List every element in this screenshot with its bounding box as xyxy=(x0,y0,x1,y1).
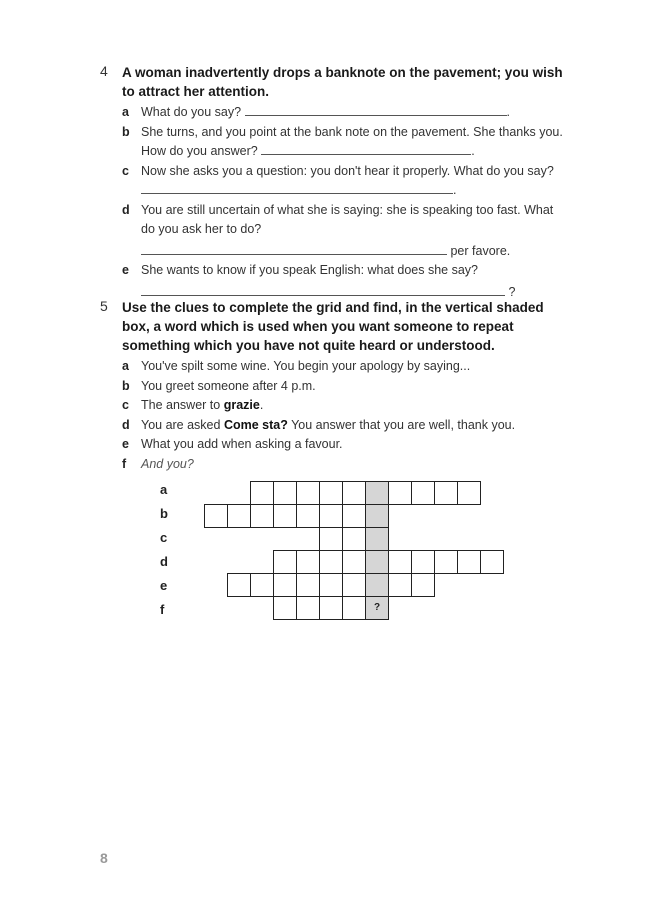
clue-label-c: c xyxy=(160,530,168,545)
item-text-post: You answer that you are well, thank you. xyxy=(287,417,516,432)
grid-cell-d-10[interactable] xyxy=(480,550,504,574)
grid-cell-d-9[interactable] xyxy=(457,550,481,574)
item-letter: e xyxy=(122,263,129,277)
grid-cell-a-9[interactable] xyxy=(434,481,458,505)
exercise-5-title: Use the clues to complete the grid and find, in the vertical shaded box, a word which is used when you want someone to repeat something which you have not quite heard or understood. xyxy=(122,300,544,353)
ex4-item-c xyxy=(122,162,570,201)
grid-cell-e-9[interactable] xyxy=(411,573,435,597)
item-letter: e xyxy=(122,437,129,451)
item-text: Now she asks you a question: you don't hear it properly. What do you say? xyxy=(141,163,554,178)
ex4-item-e xyxy=(122,261,570,302)
ex5-item-b xyxy=(122,377,570,397)
grid-cell-a-10[interactable] xyxy=(457,481,481,505)
grid-cell-b-7[interactable] xyxy=(342,504,366,528)
item-letter: c xyxy=(122,398,129,412)
item-text: She wants to know if you speak English: what does she say? xyxy=(141,263,478,277)
grid-cell-b-5[interactable] xyxy=(296,504,320,528)
grid-cell-e-6[interactable] xyxy=(342,573,366,597)
clue-label-b: b xyxy=(160,506,168,521)
grid-cell-c-2[interactable] xyxy=(342,527,366,551)
ex4-item-b xyxy=(122,123,570,162)
page-number: 8 xyxy=(100,850,108,866)
item-text: What you add when asking a favour. xyxy=(141,437,343,451)
grid-cell-d-7[interactable] xyxy=(411,550,435,574)
grid-cell-f-4[interactable] xyxy=(342,596,366,620)
clue-label-d: d xyxy=(160,554,168,569)
item-text: She turns, and you point at the bank note on the pavement. She thanks you. How do you answer? xyxy=(141,124,563,158)
grid-cell-d-5[interactable] xyxy=(365,550,389,574)
grid-cell-a-7[interactable] xyxy=(388,481,412,505)
item-letter: b xyxy=(122,378,130,393)
item-text-pre: You are asked xyxy=(141,417,224,432)
exercise-4-title: A woman inadvertently drops a banknote on the pavement; you wish to attract her attention. xyxy=(122,65,563,99)
answer-blank-b[interactable] xyxy=(261,142,471,155)
grid-cell-e-2[interactable] xyxy=(250,573,274,597)
grid-cell-a-8[interactable] xyxy=(411,481,435,505)
item-text: You greet someone after 4 p.m. xyxy=(141,378,316,393)
grid-cell-a-6[interactable] xyxy=(365,481,389,505)
ex5-item-c xyxy=(122,396,570,416)
exercise-4 xyxy=(100,63,570,302)
item-text: What do you say? xyxy=(141,105,242,119)
ex4-item-a xyxy=(122,103,570,123)
item-text-post: . xyxy=(259,398,264,412)
item-end: . xyxy=(471,144,475,158)
answer-blank-e[interactable] xyxy=(141,283,505,296)
grid-cell-d-4[interactable] xyxy=(342,550,366,574)
answer-blank-d[interactable] xyxy=(141,242,447,255)
grid-cell-b-8[interactable] xyxy=(365,504,389,528)
grid-cell-a-4[interactable] xyxy=(319,481,343,505)
item-letter: f xyxy=(122,456,127,471)
item-letter: c xyxy=(122,163,129,178)
grid-cell-b-6[interactable] xyxy=(319,504,343,528)
grid-cell-d-2[interactable] xyxy=(296,550,320,574)
grid-cell-d-8[interactable] xyxy=(434,550,458,574)
item-text: You are still uncertain of what she is saying: she is speaking too fast. What do you ask her to do? xyxy=(141,202,554,236)
item-end: . xyxy=(506,105,511,119)
grid-cell-e-7[interactable] xyxy=(365,573,389,597)
item-letter: b xyxy=(122,124,130,139)
item-letter: d xyxy=(122,202,130,217)
item-keyword: Come sta? xyxy=(223,417,288,432)
grid-cell-c-3[interactable] xyxy=(365,527,389,551)
exercise-5-items xyxy=(122,357,570,474)
grid-cell-f-3[interactable] xyxy=(319,596,343,620)
grid-cell-e-5[interactable] xyxy=(319,573,343,597)
grid-cell-e-3[interactable] xyxy=(273,573,297,597)
item-end: per favore. xyxy=(450,243,511,258)
grid-cell-d-6[interactable] xyxy=(388,550,412,574)
item-end: . xyxy=(453,183,457,197)
grid-cell-b-2[interactable] xyxy=(227,504,251,528)
grid-cell-c-1[interactable] xyxy=(319,527,343,551)
item-letter: d xyxy=(122,417,130,432)
item-letter: a xyxy=(122,105,129,119)
grid-cell-a-3[interactable] xyxy=(296,481,320,505)
ex5-item-d xyxy=(122,416,570,436)
clue-label-a: a xyxy=(160,482,168,497)
item-keyword: grazie xyxy=(223,398,260,412)
grid-cell-a-5[interactable] xyxy=(342,481,366,505)
grid-cell-d-3[interactable] xyxy=(319,550,343,574)
exercise-4-items xyxy=(122,103,570,302)
grid-cell-e-4[interactable] xyxy=(296,573,320,597)
grid-cell-b-1[interactable] xyxy=(204,504,228,528)
clue-label-f: f xyxy=(160,602,165,617)
ex4-item-d xyxy=(122,201,570,262)
grid-cell-b-3[interactable] xyxy=(250,504,274,528)
item-end: ? xyxy=(508,284,516,299)
ex5-item-a xyxy=(122,357,570,377)
exercise-5 xyxy=(100,298,570,474)
ex5-item-f xyxy=(122,455,570,475)
answer-blank-c[interactable] xyxy=(141,181,453,194)
grid-cell-e-1[interactable] xyxy=(227,573,251,597)
grid-cell-f-2[interactable] xyxy=(296,596,320,620)
exercise-4-number: 4 xyxy=(100,63,108,79)
clue-label-e: e xyxy=(160,578,168,593)
grid-cell-f-5[interactable]: ? xyxy=(365,596,389,620)
grid-cell-a-2[interactable] xyxy=(273,481,297,505)
exercise-5-number: 5 xyxy=(100,298,108,314)
grid-cell-e-8[interactable] xyxy=(388,573,412,597)
item-letter: a xyxy=(122,359,129,373)
grid-cell-b-4[interactable] xyxy=(273,504,297,528)
item-text: You've spilt some wine. You begin your apology by saying... xyxy=(141,359,471,373)
ex5-item-e xyxy=(122,435,570,455)
grid-cell-a-1[interactable] xyxy=(250,481,274,505)
grid-cell-d-1[interactable] xyxy=(273,550,297,574)
item-text-pre: The answer to xyxy=(141,398,224,412)
answer-blank-a[interactable] xyxy=(245,103,507,116)
grid-cell-f-1[interactable] xyxy=(273,596,297,620)
item-text-italic: And you? xyxy=(141,456,194,471)
